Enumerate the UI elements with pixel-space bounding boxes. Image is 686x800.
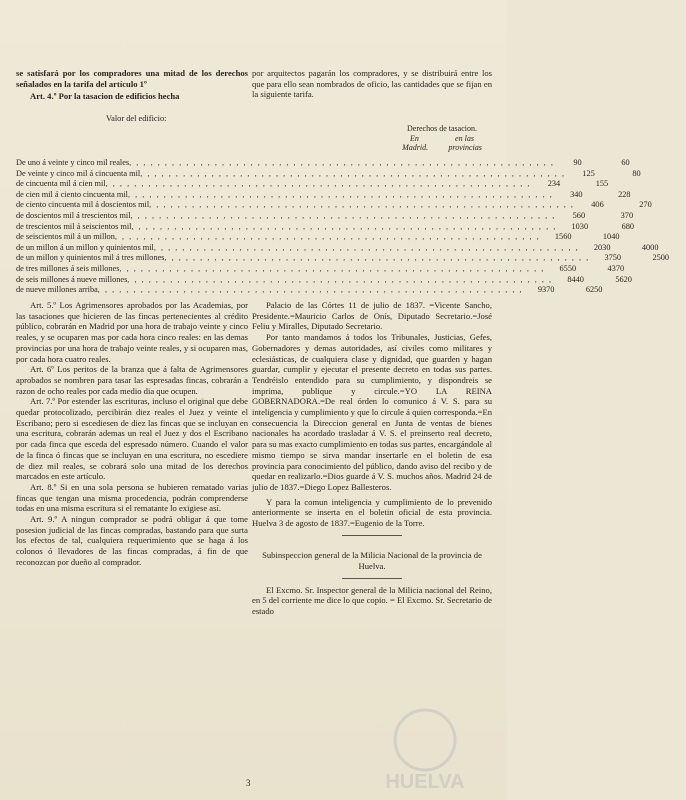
tariff-label: de seis millones á nueve millones [16,274,128,284]
article-6: Art. 6º Los peritos de la branza que á falta de Agrimensores aprobados se nombren para tasar las espresadas fincas, cobrarán a razon de ocho reales por cada medio dia que ocupen. [16,364,248,396]
tariff-madrid-value: 234 [547,179,561,189]
tariff-table [16,158,670,296]
leader-dots: , , , , , , , , , , , , , , , , , , , , , , , , , , , , , , , , , , , , , , , , , , , , , , , , , , , , , , , , , , , , [149,200,575,210]
tariff-label: de un millon á un millon y quinientos mil [16,242,154,252]
fecha-paragraph: Palacio de las Córtes 11 de julio de 1837. =Vicente Sancho, Presidente.=Mauricio Carlos de Onís, Diputado Secretario.=José Feliu y Miralles, Diputado Secretario. [252,300,492,332]
tariff-madrid-value: 3750 [604,253,622,263]
tariff-provincia-value: 1040 [602,232,620,242]
tariff-label: de doscientos mil á trescientos mil [16,210,131,220]
para-la-paragraph: Y para la comun inteligencia y cumplimiento de lo prevenido anteriormente se inserta en el boletin oficial de esta provincia. Huelva 3 de agosto de 1837.=Eugenio de la Torre. [252,496,492,529]
leader-dots: , , , , , , , , , , , , , , , , , , , , , , , , , , , , , , , , , , , , , , , , , , , , , , , , , , , , , , , , , , , , [131,221,557,231]
tariff-label: De veinte y cinco mil á cincuenta mil [16,168,141,178]
article-7: Art. 7.º Por estender las escrituras, incluso el original que debe quedar protocolizado, percibirán diez reales el Juez y veinte el Escribano; pero si escediesen de diez las fincas que se incluyan en una escritura, cobrarán ademas un real el Juez y dos el Escribano por cada finca que esceda del espresado número. Cuando el valor de la finca ó fincas que se incluyan en una escritura, no escediere de diez mil reales, se cobrará solo una mitad de los derechos marcados en este artículo. [16,396,248,482]
intro-paragraph: se satisfará por los compradores una mitad de los derechos señalados en la tarifa del artículo 1º [16,68,248,89]
tariff-row [16,253,670,264]
mandamos-paragraph: Por tanto mandamos á todos los Tribunales, Justicias, Gefes, Gobernadores y demas autoridades, así civiles como militares y eclesiásticas, de cualquiera clase y dignidad, que guarden y hagan guardar, cumplir y ejecutar el presente decreto en todas sus partes. Tendréislo entendido para su cumplimiento, y dispondreis se imprima, publique y circule.=YO LA REINA GOBERNADORA.=De real órden lo comunico á V. S. para su inteligencia y cumplimiento y que lo circule á quien corresponda.=En consecuencia la Direccion general en Junta de ventas de bienes nacionales ha acordado trasladar á V. S. el preinserto real decreto, para su mas exacto cumplimiento en todas sus partes, encargándole al mismo tiempo se sirva mandar insertarle en el boletin de esa provincia para conocimiento del público, dando aviso del recibo y de quedar en realizarlo.=Dios guarde á V. S. muchos años. Madrid 24 de julio de 1837.=Diego Lopez Ballesteros. [252,332,492,492]
tariff-provincia-value: 80 [632,168,641,178]
tariff-provincia-value: 228 [618,189,631,199]
tariff-label: de un millon y quinientos mil á tres millones [16,253,165,263]
tariff-madrid-value: 560 [572,210,586,220]
leader-dots: , , , , , , , , , , , , , , , , , , , , , , , , , , , , , , , , , , , , , , , , , , , , , , , , , , , , , , , , , , , , [105,179,531,189]
watermark-text: HUELVA [385,771,465,793]
article-9: Art. 9.º A ningun comprador se podrá obligar á que tome posesion judicial de las fincas compradas, bastando para que surta los efectos de tal, cualquiera requerimiento que se haga á los colonos ó llevadores de las fincas compradas, á fin de que reconozcan por dueño al comprador. [16,514,248,567]
tariff-label: de ciento cincuenta mil á doscientos mil [16,200,150,210]
tariff-row [16,263,625,275]
leader-dots: , , , , , , , , , , , , , , , , , , , , , , , , , , , , , , , , , , , , , , , , , , , , , , , , , , , , , , , , , , , , [153,242,580,252]
leader-dots: , , , , , , , , , , , , , , , , , , , , , , , , , , , , , , , , , , , , , , , , , , , , , , , , , , , , , , , , , , , , [129,158,555,167]
right-column-lower [252,300,492,617]
tariff-row [16,285,603,296]
provincias-header: provincias [448,143,482,152]
tariff-row [16,232,620,243]
leader-dots: , , , , , , , , , , , , , , , , , , , , , , , , , , , , , , , , , , , , , , , , , , , , , , , , , , , , , , , , , , , , [119,263,545,273]
tariff-row [16,158,630,169]
tariff-row [16,189,631,201]
tariff-provincia-value: 680 [621,221,635,231]
article-5: Art. 5.º Los Agrimensores aprobados por las Academias, por las tasaciones que hicieren de las fincas pertenecientes al crédito público, cobrarán en Madrid por una hora de trabajo veinte y cinco reales, y se ocuparen mas por cada hora cinco reales: en las demas provincias por una hora de trabajo veinte reales, y si ocuparen mas, por cada hora cuatro reales. [16,300,248,364]
tariff-provincia-value: 6250 [585,285,603,295]
tariff-row [16,210,634,222]
article-8: Art. 8.º Si en una sola persona se hubieren rematado varias fincas que tengan una misma procedencia, podrán comprenderse todas en una misma escritura si el rematante lo exigiese así. [16,481,248,514]
tariff-label: de cien mil á ciento cincuenta mil [16,189,128,199]
tariff-row [16,168,641,180]
tariff-provincia-value: 370 [620,210,634,220]
tariff-label: de tres millones á seis millones [16,263,120,273]
tariff-madrid-value: 6550 [559,263,577,273]
tariff-provincia-value: 4000 [641,242,659,252]
leader-dots: , , , , , , , , , , , , , , , , , , , , , , , , , , , , , , , , , , , , , , , , , , , , , , , , , , , , , , , , , , , , [164,253,590,263]
tariff-madrid-value: 2030 [593,242,611,252]
left-column-lower [16,300,248,568]
left-column [16,68,248,125]
leader-dots: , , , , , , , , , , , , , , , , , , , , , , , , , , , , , , , , , , , , , , , , , , , , , , , , , , , , , , , , , , , , [130,210,556,220]
tariff-madrid-value: 1030 [571,221,589,231]
en-las-header: en las [455,133,474,143]
tariff-provincia-value: 270 [639,200,652,210]
tariff-row [16,274,632,286]
leader-dots: , , , , , , , , , , , , , , , , , , , , , , , , , , , , , , , , , , , , , , , , , , , , , , , , , , , , , , , , , , , , [114,232,541,242]
tariff-madrid-value: 1560 [554,232,572,242]
tariff-provincia-value: 4370 [607,263,625,273]
valor-label: Valor del edificio: [106,114,167,124]
divider [342,578,402,579]
divider [342,535,402,536]
excmo-paragraph: El Excmo. Sr. Inspector general de la Milicia nacional del Reino, en 5 del corriente me dice lo que copio. = El Excmo. Sr. Secretario de estado [252,584,492,617]
madrid-header: Madrid. [402,143,429,152]
en-header: En [410,133,419,143]
tariff-label: de cincuenta mil á cien mil [16,179,106,189]
page-number: 3 [246,778,251,788]
tariff-row [16,242,659,254]
leader-dots: , , , , , , , , , , , , , , , , , , , , , , , , , , , , , , , , , , , , , , , , , , , , , , , , , , , , , , , , , , , , [127,274,553,284]
tariff-madrid-value: 9370 [537,285,555,295]
leader-dots: , , , , , , , , , , , , , , , , , , , , , , , , , , , , , , , , , , , , , , , , , , , , , , , , , , , , , , , , , , , , [97,285,524,295]
tariff-provincia-value: 2500 [652,253,670,263]
tariff-header [392,124,492,153]
subinspeccion-title: Subinspeccion general de la Milicia Nacional de la provincia de Huelva. [262,549,482,571]
tariff-row [16,221,635,233]
tariff-madrid-value: 90 [573,158,582,167]
tariff-madrid-value: 406 [591,200,604,210]
tariff-row [16,200,652,211]
tariff-madrid-value: 125 [582,168,595,178]
tariff-provincia-value: 60 [621,158,630,167]
article-4-heading: Art. 4.º Por la tasacion de edificios hecha [30,91,180,102]
derechos-header: Derechos de tasacion. [407,124,477,133]
tariff-label: de trescientos mil á seiscientos mil [16,221,132,231]
right-column-top [252,68,492,100]
leader-dots: , , , , , , , , , , , , , , , , , , , , , , , , , , , , , , , , , , , , , , , , , , , , , , , , , , , , , , , , , , , , [140,168,566,178]
right-intro-paragraph: por arquitectos pagarán los compradores, y se distribuirá entre los que para ello sean nombrados de oficio, las cantidades que se fijan en la siguiente tarifa. [252,68,492,100]
tariff-label: de seiscientos mil á un millon [16,232,115,242]
archive-watermark [365,700,485,795]
tariff-provincia-value: 155 [595,179,609,189]
leader-dots: , , , , , , , , , , , , , , , , , , , , , , , , , , , , , , , , , , , , , , , , , , , , , , , , , , , , , , , , , , , , [127,189,554,199]
tariff-label: De uno á veinte y cinco mil reales [16,158,130,167]
tariff-madrid-value: 8440 [567,274,584,284]
tariff-madrid-value: 340 [570,189,583,199]
tariff-label: de nueve millones arriba [16,285,98,295]
tariff-provincia-value: 5620 [615,274,632,284]
tariff-row [16,179,609,190]
